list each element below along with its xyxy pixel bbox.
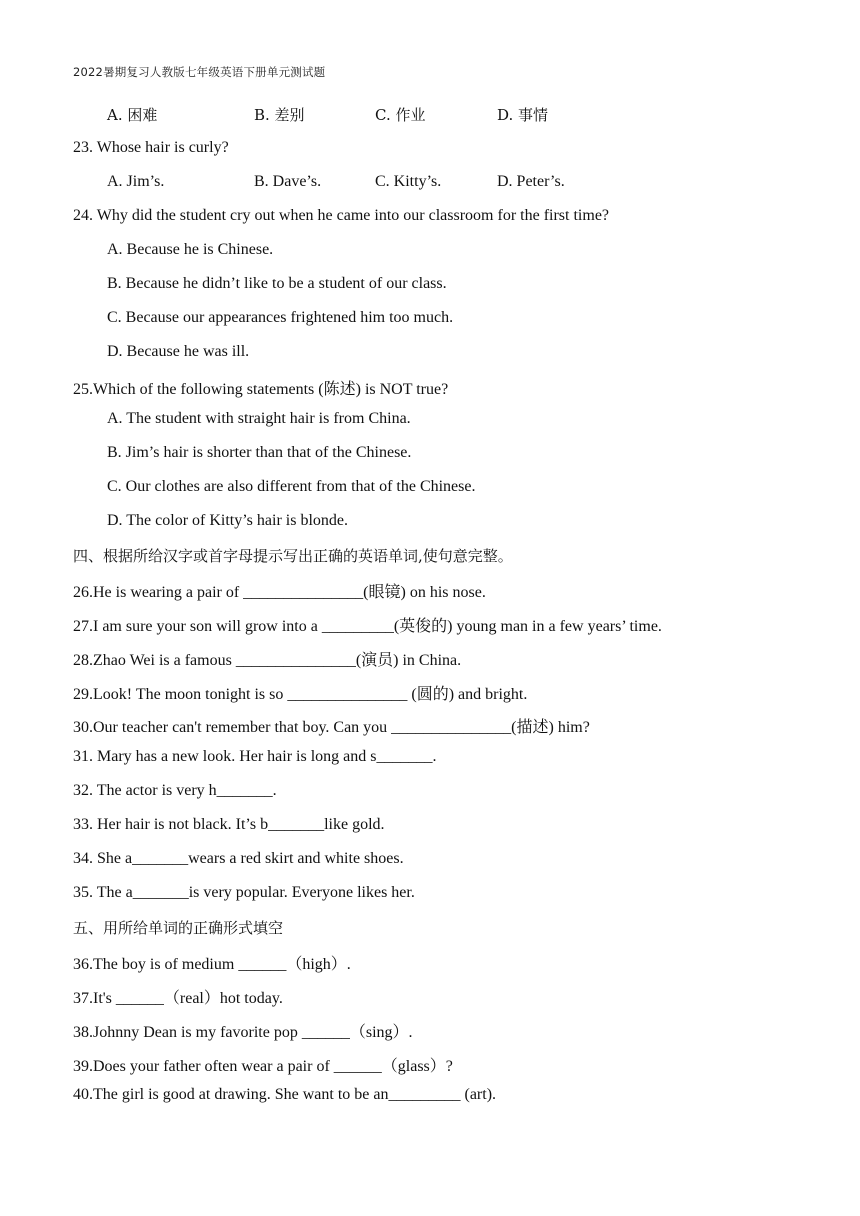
q24-option-a: A. Because he is Chinese. [107,241,274,258]
section4-title: 四、根据所给汉字或首字母提示写出正确的英语单词,使句意完整。 [73,547,513,565]
q30: 30.Our teacher can't remember that boy. Can you _______________(描述) him? [73,719,590,736]
q28: 28.Zhao Wei is a famous _______________(演员) in China. [73,652,462,669]
q31: 31. Mary has a new look. Her hair is long and s_______. [73,748,437,765]
q40: 40.The girl is good at drawing. She want to be an_________ (art). [73,1086,497,1103]
q24-option-c: C. Because our appearances frightened him too much. [107,309,454,326]
q22-option-b: B. 差别 [254,106,305,124]
q23-option-b: B. Dave’s. [254,173,322,190]
q24-option-b: B. Because he didn’t like to be a student of our class. [107,275,447,292]
q25-option-b: B. Jim’s hair is shorter than that of the Chinese. [107,444,412,461]
q22-option-d: D. 事情 [497,106,549,124]
q33: 33. Her hair is not black. It’s b_______like gold. [73,816,385,833]
q24-option-d: D. Because he was ill. [107,343,250,360]
q29: 29.Look! The moon tonight is so _______________ (圆的) and bright. [73,686,528,703]
q26: 26.He is wearing a pair of _______________(眼镜) on his nose. [73,584,486,601]
q38: 38.Johnny Dean is my favorite pop ______（sing）. [73,1024,413,1041]
q23-option-d: D. Peter’s. [497,173,565,190]
q23-option-a: A. Jim’s. [107,173,165,190]
q37: 37.It's ______（real）hot today. [73,990,283,1007]
q27: 27.I am sure your son will grow into a _________(英俊的) young man in a few years’ time. [73,618,662,635]
q22-option-a: A. 困难 [107,106,158,124]
q24-stem: 24. Why did the student cry out when he came into our classroom for the first time? [73,207,610,224]
page-header: 2022暑期复习人教版七年级英语下册单元测试题 [73,65,326,79]
q23-options [107,173,667,195]
q25-option-a: A. The student with straight hair is from China. [107,410,411,427]
q25-stem: 25.Which of the following statements (陈述) is NOT true? [73,381,449,398]
q25-option-c: C. Our clothes are also different from that of the Chinese. [107,478,476,495]
q22-options [107,104,667,126]
q23-stem: 23. Whose hair is curly? [73,139,229,156]
q25-option-d: D. The color of Kitty’s hair is blonde. [107,512,348,529]
q36: 36.The boy is of medium ______（high）. [73,956,351,973]
q32: 32. The actor is very h_______. [73,782,277,799]
q34: 34. She a_______wears a red skirt and white shoes. [73,850,404,867]
section5-title: 五、用所给单词的正确形式填空 [73,919,284,937]
q35: 35. The a_______is very popular. Everyone likes her. [73,884,415,901]
q22-option-c: C. 作业 [375,106,426,124]
q39: 39.Does your father often wear a pair of ______（glass）? [73,1058,453,1075]
q23-option-c: C. Kitty’s. [375,173,442,190]
